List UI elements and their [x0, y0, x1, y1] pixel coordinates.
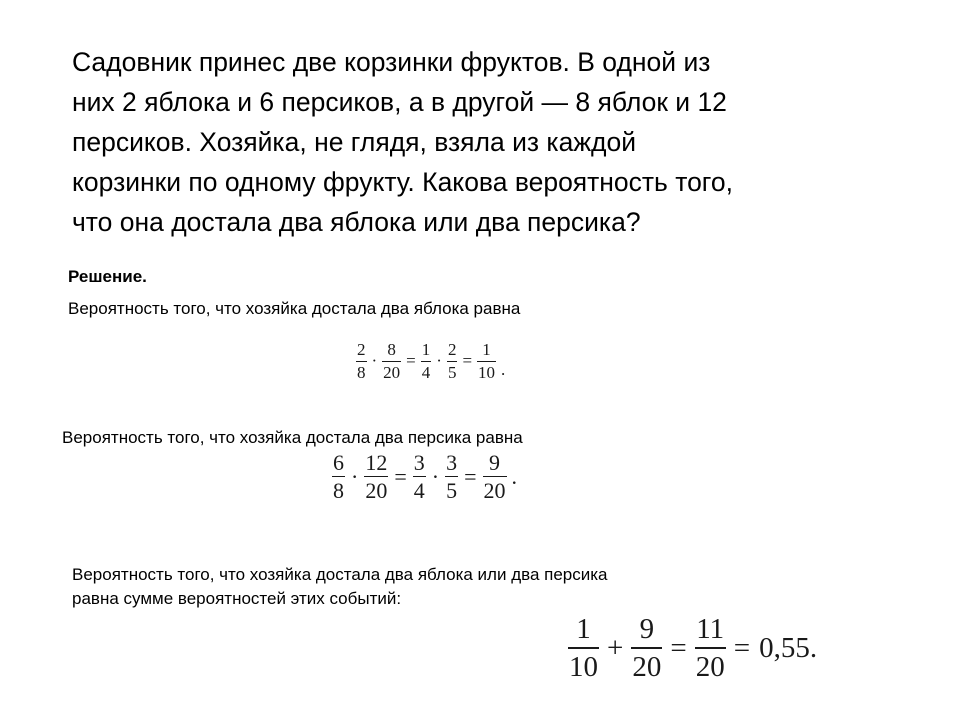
numerator: 3	[413, 450, 425, 475]
equals-sign: =	[394, 463, 407, 489]
equals-sign: =	[670, 631, 687, 664]
numerator: 1	[482, 340, 491, 359]
numerator: 1	[421, 340, 431, 359]
fraction	[631, 614, 662, 683]
fraction-bar	[445, 476, 458, 477]
fraction	[695, 614, 726, 683]
fraction	[382, 341, 401, 382]
multiply-sign: ·	[431, 463, 440, 489]
fraction	[568, 614, 599, 683]
multiply-sign: ·	[436, 351, 442, 371]
problem-statement	[72, 42, 892, 242]
multiply-sign: ·	[371, 351, 378, 371]
plus-sign: +	[607, 631, 624, 664]
equals-sign: =	[733, 631, 751, 664]
equals-sign: =	[464, 463, 477, 489]
fraction	[332, 451, 345, 502]
numerator: 11	[696, 613, 725, 645]
numerator: 6	[333, 450, 344, 475]
step1-text: Вероятность того, что хозяйка достала два яблока равна	[68, 299, 521, 318]
step2-text: Вероятность того, что хозяйка достала два персика равна	[62, 428, 523, 447]
fraction	[421, 341, 432, 382]
fraction	[477, 341, 496, 382]
denominator: 10	[569, 651, 598, 684]
fraction	[364, 451, 388, 502]
fraction-bar	[332, 476, 345, 477]
denominator: 20	[483, 478, 506, 504]
fraction-bar	[382, 361, 401, 362]
equals-sign: =	[462, 351, 473, 371]
problem-line-2: них 2 яблока и 6 персиков, а в другой — 8 яблок и 12	[72, 87, 727, 117]
denominator: 4	[421, 362, 431, 382]
fraction-bar	[447, 361, 458, 362]
problem-line-5: что она достала два яблока или два персика?	[72, 207, 641, 237]
step3-text-line-2: равна сумме вероятностей этих событий:	[72, 589, 402, 608]
formula-end-period: .	[511, 463, 517, 489]
numerator: 2	[357, 340, 366, 359]
denominator: 20	[365, 478, 388, 504]
fraction-bar	[631, 647, 662, 649]
step1-formula	[354, 341, 505, 382]
denominator: 4	[413, 478, 425, 504]
step3-formula	[566, 614, 817, 683]
step3-text	[72, 563, 608, 611]
problem-line-4: корзинки по одному фрукту. Какова вероятность того,	[72, 167, 733, 197]
equals-sign: =	[406, 351, 416, 371]
fraction-bar	[364, 476, 388, 477]
denominator: 10	[478, 362, 496, 382]
numerator: 1	[576, 613, 591, 645]
denominator: 20	[383, 362, 401, 382]
denominator: 8	[333, 478, 344, 504]
denominator: 20	[695, 651, 725, 684]
numerator: 12	[365, 450, 388, 475]
fraction	[356, 341, 367, 382]
fraction	[413, 451, 426, 502]
denominator: 20	[632, 651, 662, 684]
fraction-bar	[695, 647, 726, 649]
fraction-bar	[477, 361, 496, 362]
fraction	[483, 451, 507, 502]
problem-line-1: Садовник принес две корзинки фруктов. В одной из	[72, 47, 711, 77]
step2-formula	[330, 451, 517, 502]
numerator: 3	[446, 450, 458, 475]
denominator: 5	[447, 362, 457, 382]
numerator: 9	[489, 450, 500, 475]
numerator: 9	[639, 613, 655, 645]
fraction-bar	[413, 476, 426, 477]
denominator: 5	[446, 478, 458, 504]
multiply-sign: ·	[351, 463, 359, 489]
formula-end-period: .	[501, 359, 506, 379]
fraction-bar	[356, 361, 367, 362]
result-value: 0,55.	[759, 631, 818, 664]
solution-heading: Решение.	[68, 267, 147, 286]
step3-text-line-1: Вероятность того, что хозяйка достала два яблока или два персика	[72, 565, 608, 584]
fraction-bar	[568, 647, 599, 649]
fraction	[447, 341, 458, 382]
denominator: 8	[357, 362, 366, 382]
numerator: 8	[387, 340, 396, 359]
fraction-bar	[483, 476, 507, 477]
fraction	[445, 451, 458, 502]
fraction-bar	[421, 361, 432, 362]
numerator: 2	[447, 340, 457, 359]
problem-line-3: персиков. Хозяйка, не глядя, взяла из каждой	[72, 127, 637, 157]
